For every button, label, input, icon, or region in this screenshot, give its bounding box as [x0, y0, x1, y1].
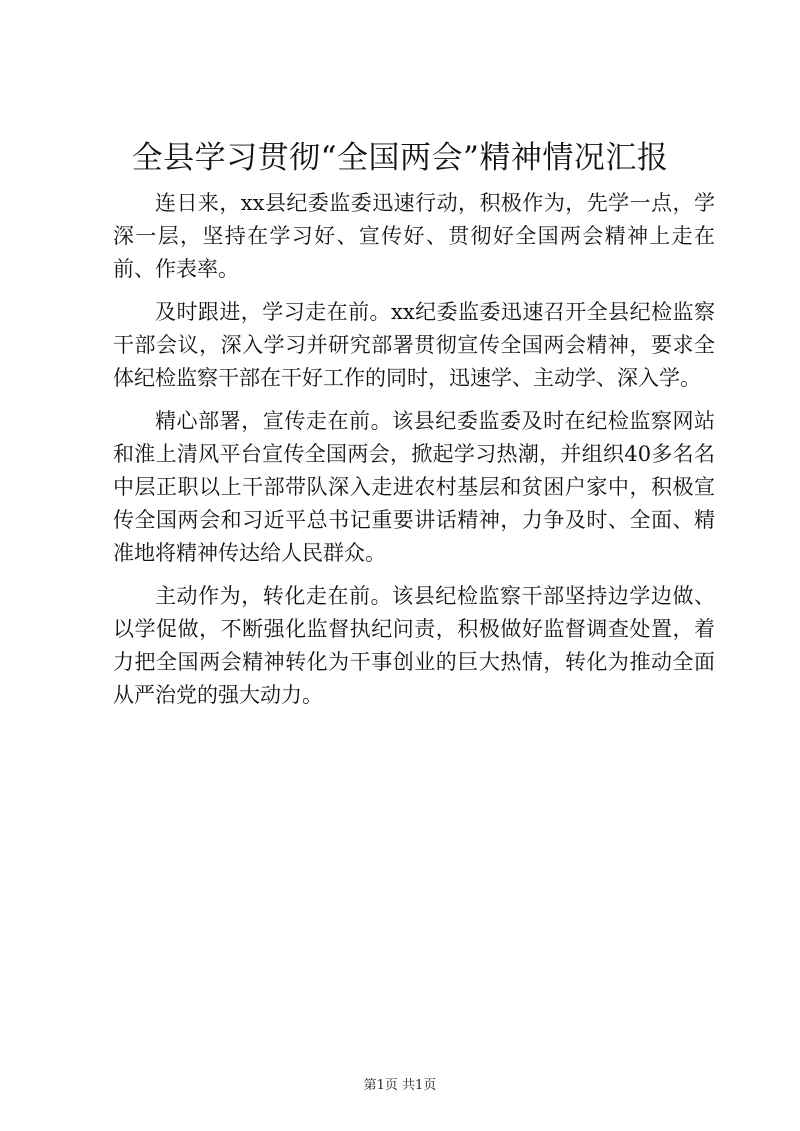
document-title: 全县学习贯彻“全国两会”精神情况汇报: [131, 140, 669, 176]
paragraph-3: 精心部署，宣传走在前。该县纪委监委及时在纪检监察网站和淮上清风平台宣传全国两会，掀起学习热潮，并组织40多名名中层正职以上干部带队深入走进农村基层和贫困户家中，积极宣传全国两会和习近平总书记重要讲话精神，力争及时、全面、精准地将精神传达给人民群众。: [113, 409, 715, 565]
document-body: [113, 187, 715, 722]
page-footer: 第1页 共1页: [363, 1078, 437, 1093]
paragraph-4: 主动作为，转化走在前。该县纪检监察干部坚持边学边做、以学促做，不断强化监督执纪问责，积极做好监督调查处置，着力把全国两会精神转化为干事创业的巨大热情，转化为推动全面从严治党的强大动力。: [113, 584, 715, 707]
paragraph-1: 连日来，xx县纪委监委迅速行动，积极作为，先学一点，学深一层，坚持在学习好、宣传好、贯彻好全国两会精神上走在前、作表率。: [113, 191, 715, 281]
paragraph-2: 及时跟进，学习走在前。xx纪委监委迅速召开全县纪检监察干部会议，深入学习并研究部署贯彻宣传全国两会精神，要求全体纪检监察干部在干好工作的同时，迅速学、主动学、深入学。: [113, 300, 715, 390]
